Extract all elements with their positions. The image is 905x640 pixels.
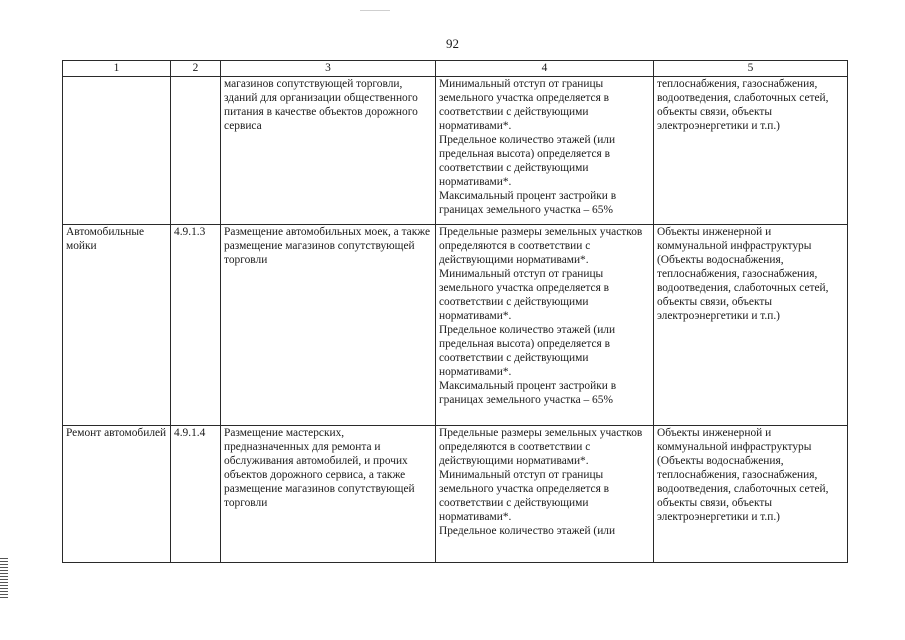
- parameter-text: Предельное количество этажей (или предельная высота) определяется в соответствии с действующими нормативами*.: [439, 134, 616, 188]
- cell-parameters: [436, 426, 654, 563]
- cell-parameters: [436, 77, 654, 225]
- cell-parameters: [436, 225, 654, 426]
- cell-auxiliary-objects: [654, 225, 848, 426]
- cell-use-name: [63, 77, 171, 225]
- parameter-text: Максимальный процент застройки в границах земельного участка – 65%: [439, 190, 617, 216]
- cell-use-description: [221, 225, 436, 426]
- parameter-text: Минимальный отступ от границы земельного участка определяется в соответствии с действующими нормативами*.: [439, 469, 610, 523]
- page-number: 92: [446, 36, 459, 51]
- cell-use-name: Автомобильные мойки: [63, 225, 171, 426]
- description-text: магазинов сопутствующей торговли, зданий для организации общественного питания в качестве объектов дорожного сервиса: [224, 78, 418, 132]
- cell-use-code: 4.9.1.4: [171, 426, 221, 563]
- column-header-1: 1: [63, 61, 171, 77]
- column-header-4: 4: [436, 61, 654, 77]
- cell-use-description: [221, 77, 436, 225]
- parameter-text: Предельные размеры земельных участков определяются в соответствии с действующими нормативами*.: [439, 226, 643, 266]
- objects-text: Объекты инженерной и коммунальной инфраструктуры (Объекты водоснабжения, теплоснабжения, газоснабжения, водоотведения, слаботочных сетей, объекты связи, объекты электроэнергетики и т.п.): [657, 427, 829, 523]
- description-text: Размещение мастерских, предназначенных для ремонта и обслуживания автомобилей, и прочих объектов дорожного сервиса, а также размещение магазинов сопутствующей торговли: [224, 427, 415, 509]
- parameter-text: Предельное количество этажей (или предельная высота) определяется в соответствии с действующими нормативами*.: [439, 324, 616, 378]
- parameter-text: Минимальный отступ от границы земельного участка определяется в соответствии с действующими нормативами*.: [439, 78, 610, 132]
- column-header-5: 5: [654, 61, 848, 77]
- scan-artifact-line: [360, 10, 390, 11]
- cell-use-code: [171, 77, 221, 225]
- table-row: [63, 426, 848, 563]
- parameter-text: Предельные размеры земельных участков определяются в соответствии с действующими нормативами*.: [439, 427, 643, 467]
- objects-text: Объекты инженерной и коммунальной инфраструктуры (Объекты водоснабжения, теплоснабжения, газоснабжения, водоотведения, слаботочных сетей, объекты связи, объекты электроэнергетики и т.п.): [657, 226, 829, 322]
- table-header-row: [63, 61, 848, 77]
- cell-auxiliary-objects: [654, 426, 848, 563]
- scan-edge-marks: [0, 558, 8, 598]
- objects-text: теплоснабжения, газоснабжения, водоотведения, слаботочных сетей, объекты связи, объекты электроэнергетики и т.п.): [657, 78, 829, 132]
- parameter-text: Максимальный процент застройки в границах земельного участка – 65%: [439, 380, 617, 406]
- table-row: [63, 77, 848, 225]
- column-header-3: 3: [221, 61, 436, 77]
- table-row: [63, 225, 848, 426]
- description-text: Размещение автомобильных моек, а также размещение магазинов сопутствующей торговли: [224, 226, 431, 266]
- parameter-text: Минимальный отступ от границы земельного участка определяется в соответствии с действующими нормативами*.: [439, 268, 610, 322]
- cell-auxiliary-objects: [654, 77, 848, 225]
- cell-use-description: [221, 426, 436, 563]
- zoning-table: [62, 60, 848, 563]
- cell-use-code: 4.9.1.3: [171, 225, 221, 426]
- cell-use-name: Ремонт автомобилей: [63, 426, 171, 563]
- column-header-2: 2: [171, 61, 221, 77]
- parameter-text: Предельное количество этажей (или: [439, 525, 616, 537]
